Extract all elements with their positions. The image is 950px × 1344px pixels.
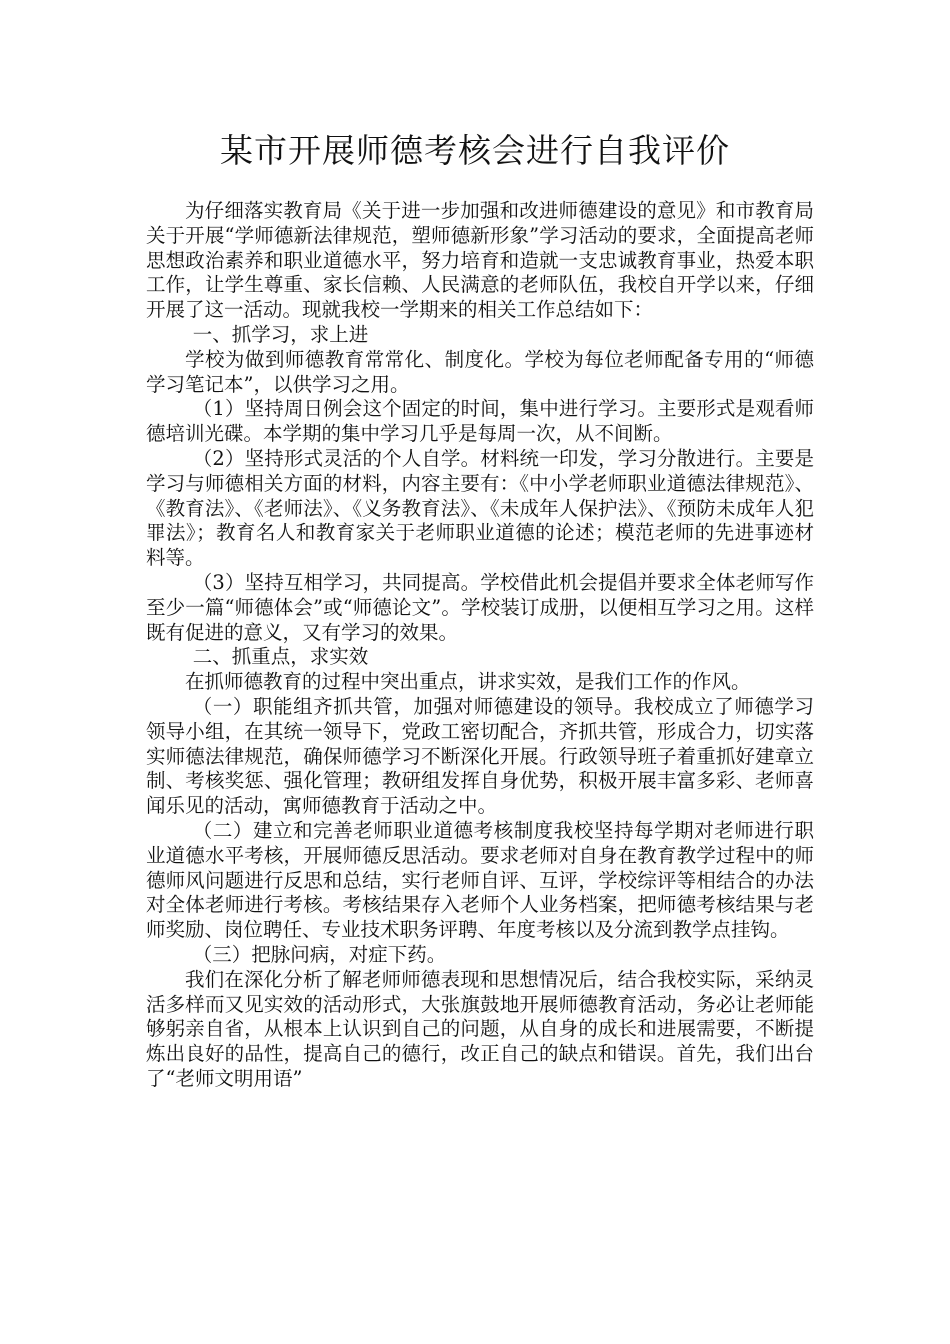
sub-paragraph-b: （二）建立和完善老师职业道德考核制度我校坚持每学期对老师进行职业道德水平考核，开展师德反思活动。要求老师对自身在教育教学过程中的师德师风问题进行反思和总结，实行老师自评、互评，学校综评等相结合的办法对全体老师进行考核。考核结果存入老师个人业务档案，把师德考核结果与老师奖励、岗位聘任、专业技术职务评聘、年度考核以及分流到教学点挂钩。 xyxy=(146,818,814,942)
sub-paragraph-2: （2）坚持形式灵活的个人自学。材料统一印发，学习分散进行。主要是学习与师德相关方面的材料，内容主要有：《中小学老师职业道德法律规范》、《教育法》、《老师法》、《义务教育法》、《未成年人保护法》、《预防未成年人犯罪法》；教育名人和教育家关于老师职业道德的论述；模范老师的先进事迹材料等。 xyxy=(146,446,814,570)
document-body xyxy=(146,199,814,1092)
body-paragraph: 在抓师德教育的过程中突出重点，讲求实效，是我们工作的作风。 xyxy=(185,670,751,694)
document-title: 某市开展师德考核会进行自我评价 xyxy=(220,131,730,170)
section-heading-2: 二、抓重点，求实效 xyxy=(192,645,369,669)
sub-paragraph-a: （一）职能组齐抓共管，加强对师德建设的领导。我校成立了师德学习领导小组，在其统一领导下，党政工密切配合，齐抓共管，形成合力，切实落实师德法律规范，确保师德学习不断深化开展。行政领导班子着重抓好建章立制、考核奖惩、强化管理；教研组发挥自身优势，积极开展丰富多彩、老师喜闻乐见的活动，寓师德教育于活动之中。 xyxy=(146,694,814,818)
body-paragraph: 我们在深化分析了解老师师德表现和思想情况后，结合我校实际，采纳灵活多样而又见实效的活动形式，大张旗鼓地开展师德教育活动，务必让老师能够躬亲自省，从根本上认识到自己的问题，从自身的成长和进展需要，不断提炼出良好的品性，提高自己的德行，改正自己的缺点和错误。首先，我们出台了“老师文明用语” xyxy=(146,967,814,1090)
sub-paragraph-c: （三）把脉问病，对症下药。 xyxy=(192,942,447,966)
sub-paragraph-3: （3）坚持互相学习，共同提高。学校借此机会提倡并要求全体老师写作至少一篇“师德体会”或“师德论文”。学校装订成册，以便相互学习之用。这样既有促进的意义，又有学习的效果。 xyxy=(146,570,814,644)
body-paragraph: 学校为做到师德教育常常化、制度化。学校为每位老师配备专用的“师德学习笔记本”，以供学习之用。 xyxy=(146,347,814,396)
sub-paragraph-1: （1）坚持周日例会这个固定的时间，集中进行学习。主要形式是观看师德培训光碟。本学期的集中学习几乎是每周一次，从不间断。 xyxy=(146,397,814,446)
section-heading-1: 一、抓学习，求上进 xyxy=(192,322,369,346)
intro-paragraph: 为仔细落实教育局《关于进一步加强和改进师德建设的意见》和市教育局关于开展“学师德新法律规范，塑师德新形象”学习活动的要求，全面提高老师思想政治素养和职业道德水平，努力培育和造就一支忠诚教育事业，热爱本职工作，让学生尊重、家长信赖、人民满意的老师队伍，我校自开学以来，仔细开展了这一活动。现就我校一学期来的相关工作总结如下： xyxy=(146,199,814,322)
